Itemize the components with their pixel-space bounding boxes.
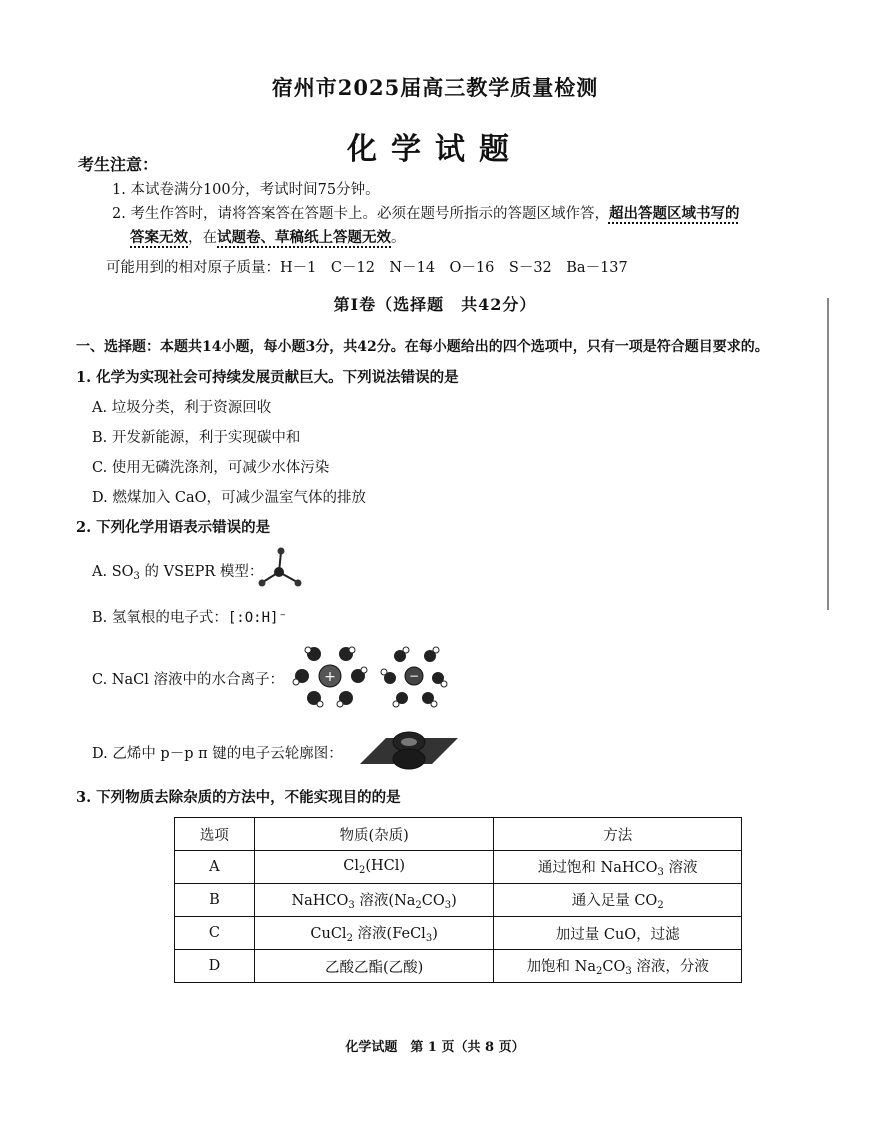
q3-cell-substance: CuCl$_2$ 溶液(FeCl$_3$) (254, 917, 494, 950)
q2-stem: 2. 下列化学用语表示错误的是 (76, 519, 271, 536)
q1-option-c: C. 使用无磷洗涤剂，可减少水体污染 (92, 460, 330, 476)
svg-text:+: + (324, 669, 336, 685)
q3-cell-substance: NaHCO$_3$ 溶液$(Na_2CO_3)$ (254, 884, 494, 917)
scan-edge-line (827, 298, 829, 610)
notice-item-2-text: 2. 考生作答时，请将答案答在答题卡上。必须在题号所指示的答题区域作答， (112, 206, 609, 222)
q2-option-d: D. 乙烯中 p－p π 键的电子云轮廓图： (92, 746, 343, 762)
q3-cell-option: B (175, 884, 255, 917)
q3-header-method: 方法 (494, 818, 742, 851)
sodium-ion-cluster (293, 647, 367, 707)
atomic-masses: 可能用到的相对原子质量：H－1 C－12 N－14 O－16 S－32 Ba－137 (106, 260, 628, 276)
q3-cell-option: D (175, 950, 255, 983)
q2-option-a (92, 560, 263, 582)
part1-instructions: 一、选择题：本题共14小题，每小题3分，共42分。在每小题给出的四个选项中，只有一项是符合题目要求的。 (76, 339, 769, 355)
q3-stem: 3. 下列物质去除杂质的方法中，不能实现目的的是 (76, 789, 401, 806)
q2-a-formula: A. SO (92, 564, 134, 580)
q3-cell-substance: $Cl_2(HCl)$ (254, 851, 494, 884)
notice-item-1: 1. 本试卷满分100分，考试时间75分钟。 (112, 182, 380, 198)
q2-a-subscript: 3 (133, 571, 140, 582)
hydrated-ions-image (290, 640, 460, 712)
q3-cell-method: 通过饱和 NaHCO$_3$ 溶液 (494, 851, 742, 884)
q2-b-text: B. 氢氧根的电子式： (92, 610, 228, 626)
q3-table-header (175, 818, 742, 851)
table-row (175, 884, 742, 917)
notice-item-2-end: 。 (391, 230, 406, 246)
svg-text:−: − (408, 669, 420, 683)
table-row (175, 917, 742, 950)
table-row (175, 851, 742, 884)
subject-title: 化学试题 (347, 132, 523, 167)
vsepr-model-image (255, 544, 305, 589)
q2-option-c: C. NaCl 溶液中的水合离子： (92, 672, 284, 688)
notice-item-2-emph1: 超出答题区域书写的 (608, 205, 740, 222)
q3-header-option: 选项 (175, 818, 255, 851)
notice-item-2-line1 (112, 202, 739, 223)
q3-cell-method: 通入足量 $CO_2$ (494, 884, 742, 917)
notice-heading: 考生注意： (78, 155, 159, 174)
chloride-ion-cluster (381, 647, 447, 707)
q3-cell-option: C (175, 917, 255, 950)
q3-cell-substance: 乙酸乙酯(乙酸) (254, 950, 494, 983)
q3-cell-method: 加过量 CuO，过滤 (494, 917, 742, 950)
q1-option-b: B. 开发新能源，利于实现碳中和 (92, 430, 301, 446)
q3-table (174, 817, 742, 983)
q2-option-b (92, 606, 287, 627)
notice-item-2-comma: ，在 (188, 230, 217, 246)
page-footer: 化学试题 第 1 页（共 8 页） (345, 1040, 525, 1055)
q1-option-a: A. 垃圾分类，利于资源回收 (92, 400, 272, 416)
q1-stem: 1. 化学为实现社会可持续发展贡献巨大。下列说法错误的是 (76, 369, 459, 386)
q3-header-substance: 物质(杂质) (254, 818, 494, 851)
exam-title: 宿州市2025届高三教学质量检测 (271, 75, 599, 100)
q3-cell-method: 加饱和 $Na_2CO_3$ 溶液，分液 (494, 950, 742, 983)
q2-b-electron-formula: [:O:H]⁻ (227, 610, 287, 626)
notice-item-2-emph3: 试题卷、草稿纸上答题无效 (217, 229, 391, 246)
table-row (175, 950, 742, 983)
section-title: 第Ⅰ卷（选择题 共42分） (333, 295, 537, 314)
q2-a-text: 的 VSEPR 模型： (139, 564, 264, 580)
notice-item-2-line2 (130, 226, 406, 247)
q3-cell-option: A (175, 851, 255, 884)
notice-item-2-emph2: 答案无效 (130, 229, 188, 246)
q1-option-d: D. 燃煤加入 CaO，可减少温室气体的排放 (92, 490, 367, 506)
pi-bond-cloud-image (352, 728, 462, 774)
